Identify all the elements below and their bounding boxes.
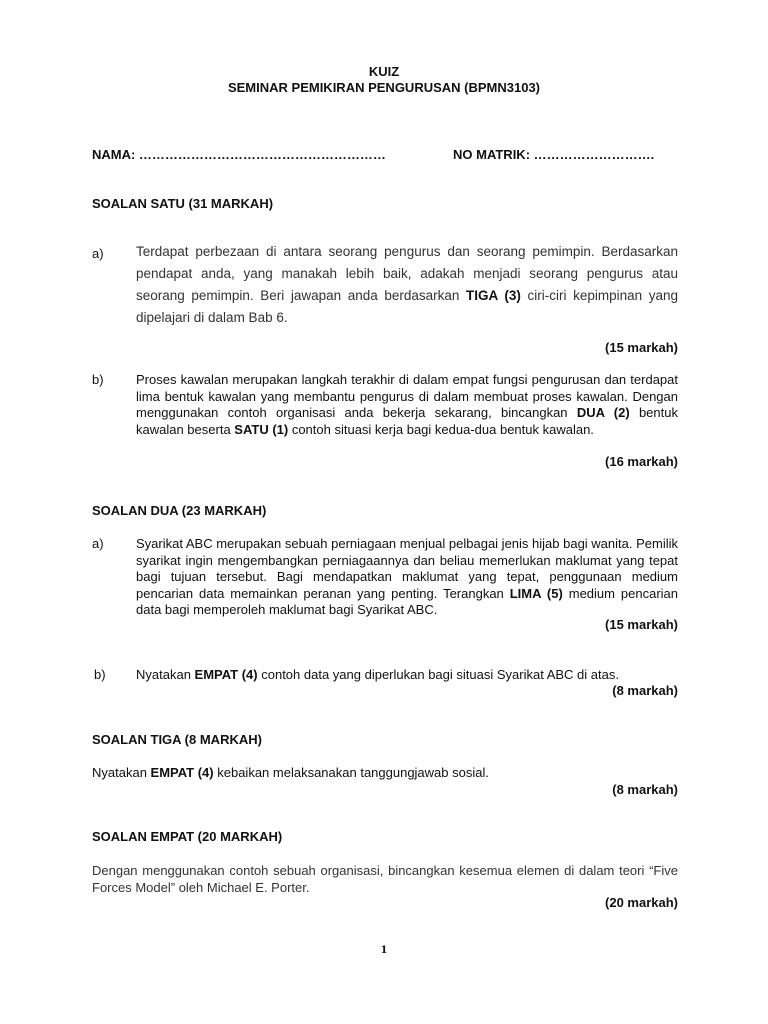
q2b-label: b) — [94, 667, 106, 682]
q4-text: Dengan menggunakan contoh sebuah organisasi, bincangkan kesemua elemen di dalam teori “Five Forces Model” oleh Michael E. Porter. — [92, 863, 678, 895]
page-number: 1 — [380, 945, 388, 956]
q2a-marks: (15 markah) — [605, 617, 678, 632]
q3-marks: (8 markah) — [612, 782, 678, 797]
document-title: KUIZ — [368, 64, 400, 79]
q3-heading: SOALAN TIGA (8 MARKAH) — [92, 732, 262, 747]
q1b-marks: (16 markah) — [605, 454, 678, 469]
q2-heading: SOALAN DUA (23 MARKAH) — [92, 503, 267, 518]
q2b-marks: (8 markah) — [612, 683, 678, 698]
q1b-label: b) — [92, 372, 104, 387]
q2b-text: Nyatakan EMPAT (4) contoh data yang diperlukan bagi situasi Syarikat ABC di atas. — [136, 667, 619, 682]
q3-text: Nyatakan EMPAT (4) kebaikan melaksanakan tanggungjawab sosial. — [92, 765, 489, 780]
q1a-marks: (15 markah) — [605, 340, 678, 355]
document-subtitle: SEMINAR PEMIKIRAN PENGURUSAN (BPMN3103) — [227, 80, 541, 95]
no-matrik-field: NO MATRIK: ………………………. — [453, 147, 655, 162]
nama-field: NAMA: ………………………………………………… — [92, 147, 386, 162]
q1-heading: SOALAN SATU (31 MARKAH) — [92, 196, 274, 211]
q4-heading: SOALAN EMPAT (20 MARKAH) — [92, 829, 283, 844]
q1a-text: Terdapat perbezaan di antara seorang pengurus dan seorang pemimpin. Berdasarkan pendapat anda, yang manakah lebih baik, adakah menjadi seorang pengurus atau seorang pemimpin. Beri jawapan anda berdasarkan TIGA (3) ciri-ciri kepimpinan yang dipelajari di dalam Bab 6. — [136, 244, 678, 325]
q1b-text: Proses kawalan merupakan langkah terakhir di dalam empat fungsi pengurusan dan terdapat lima bentuk kawalan yang membantu pengurus di dalam membuat proses kawalan. Dengan menggunakan contoh organisasi anda bekerja sekarang, bincangkan DUA (2) bentuk kawalan beserta SATU (1) contoh situasi kerja bagi kedua-dua bentuk kawalan. — [136, 372, 678, 437]
q4-marks: (20 markah) — [605, 895, 678, 910]
q2a-text: Syarikat ABC merupakan sebuah perniagaan menjual pelbagai jenis hijab bagi wanita. Pemilik syarikat ingin mengembangkan perniagaannya dan beliau memerlukan maklumat yang tepat bagi tujuan tersebut. Bagi mendapatkan maklumat yang tepat, penggunaan medium pencarian data memainkan peranan yang penting. Terangkan LIMA (5) medium pencarian data bagi memperoleh maklumat bagi Syarikat ABC. — [136, 536, 678, 617]
q1a-label: a) — [92, 246, 104, 261]
q2a-label: a) — [92, 536, 104, 551]
